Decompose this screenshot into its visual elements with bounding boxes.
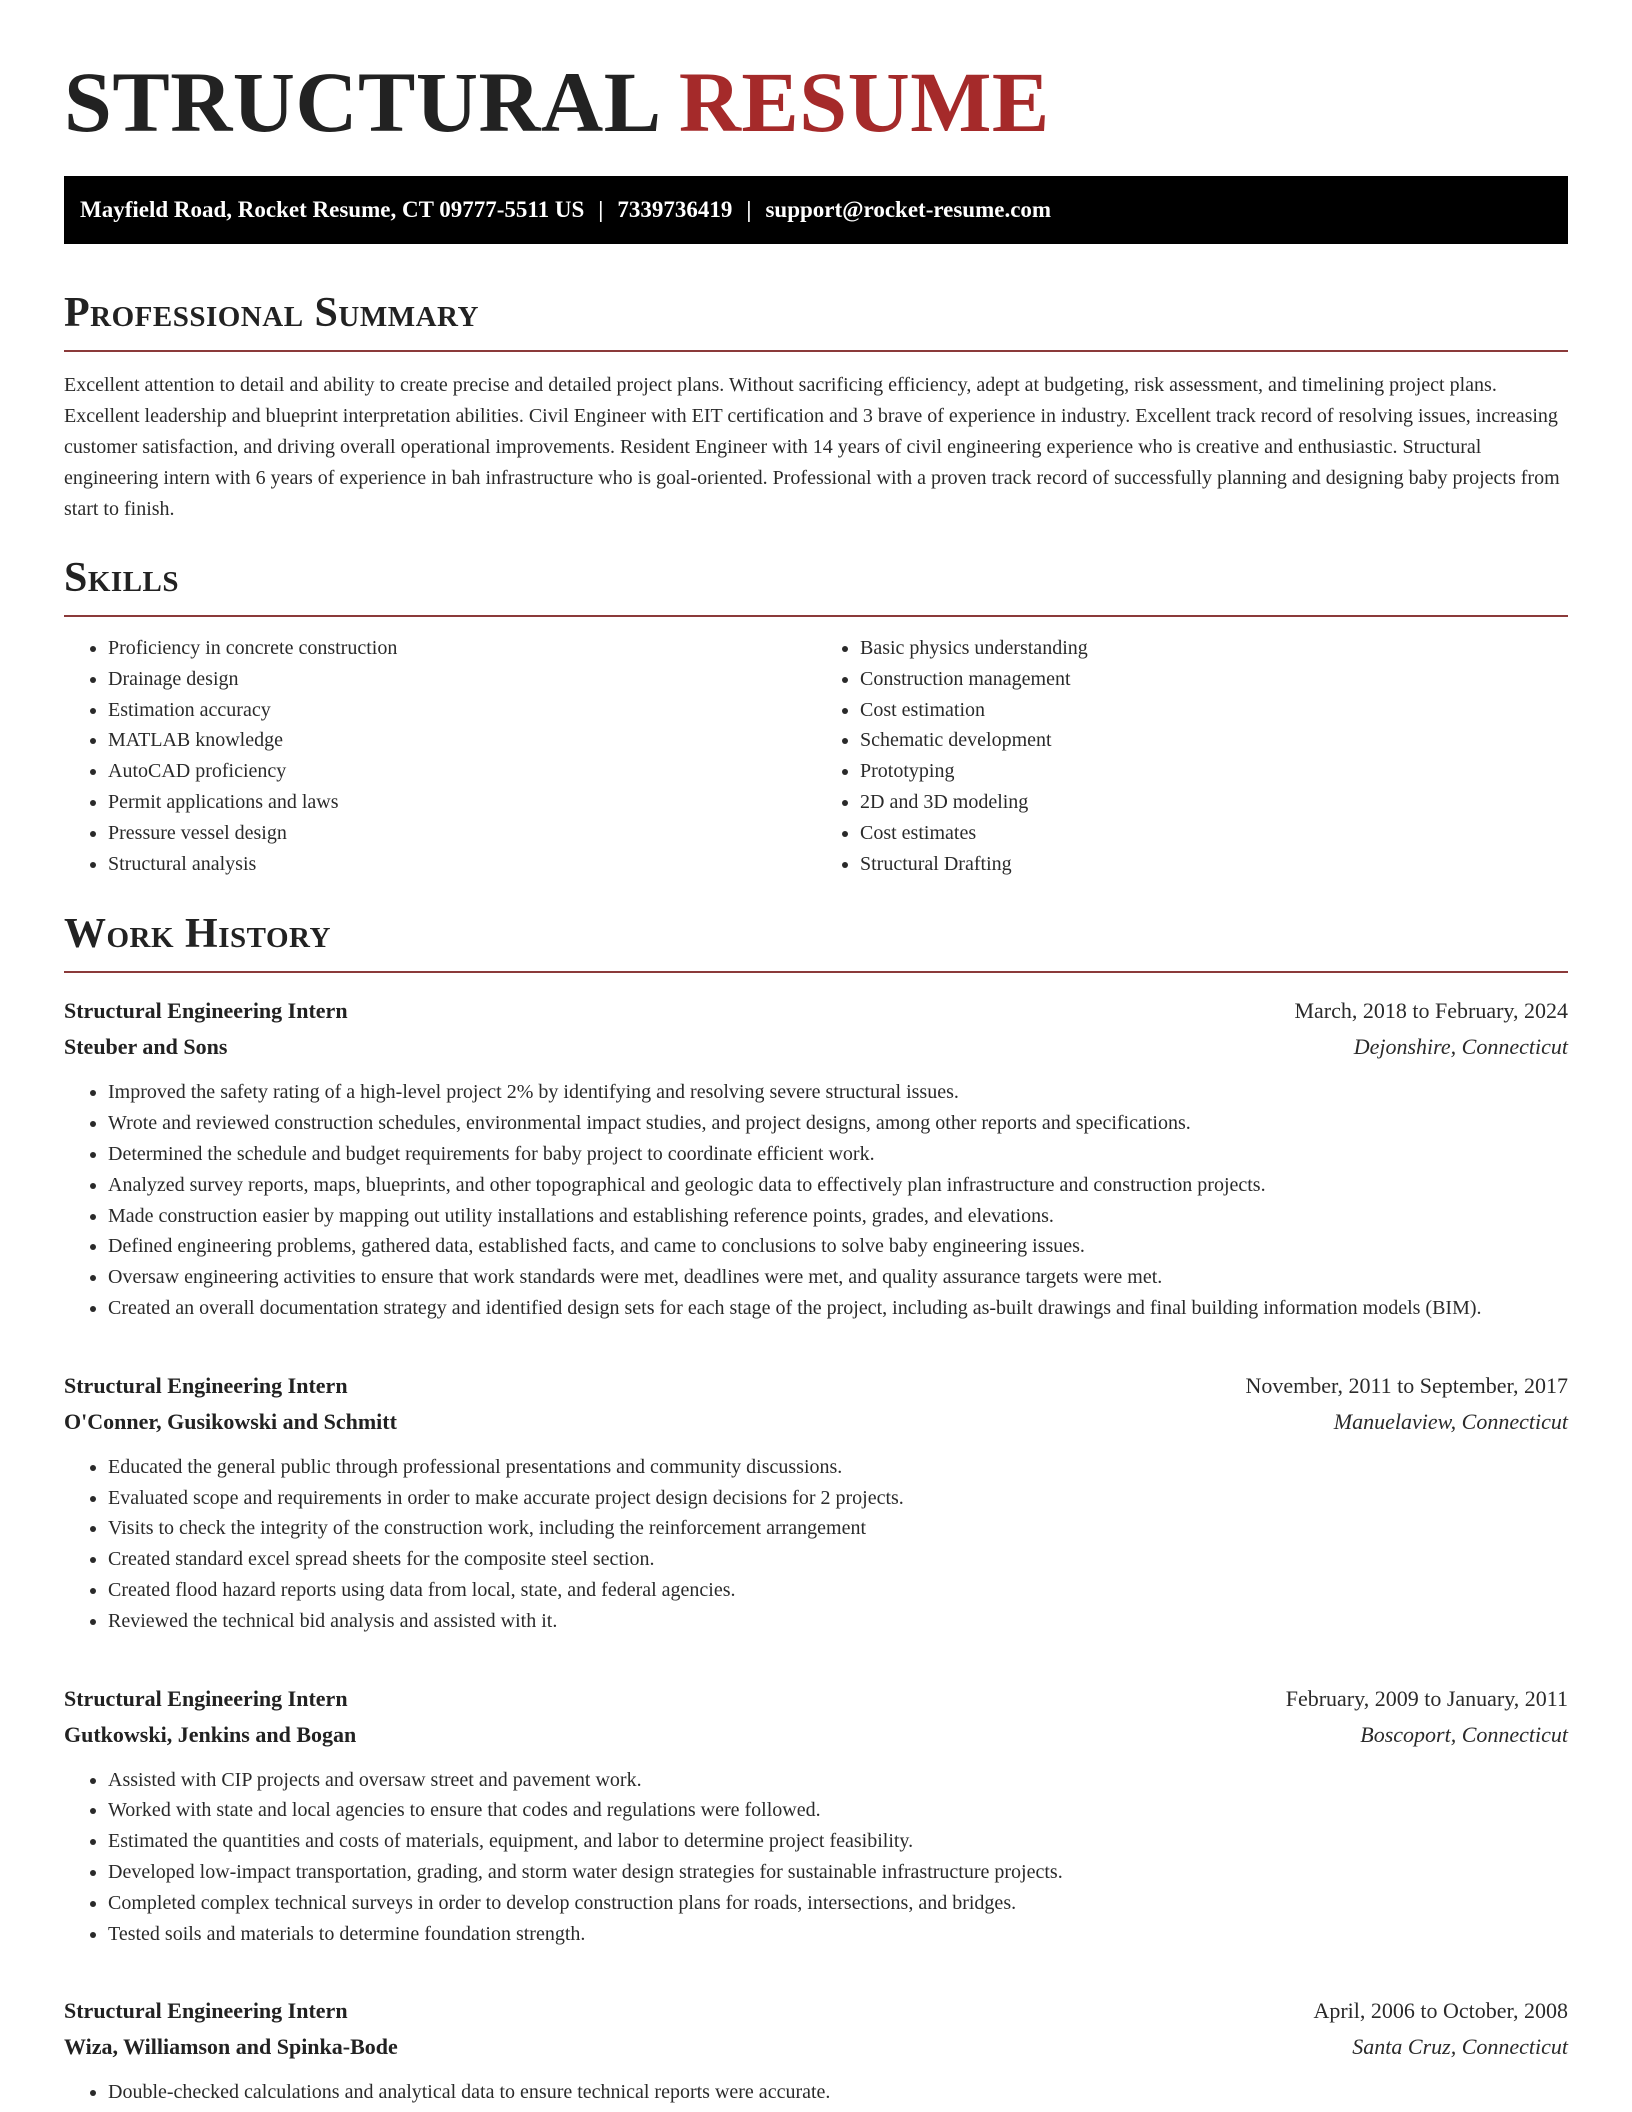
skill-item: • Permit applications and laws: [108, 787, 816, 818]
job-location: Dejonshire, Connecticut: [1353, 1034, 1568, 1060]
skill-item: • Pressure vessel design: [108, 818, 816, 849]
skill-item: • Cost estimation: [860, 695, 1568, 726]
skill-item: • Structural Drafting: [860, 849, 1568, 880]
job-bullet: • Assisted with CIP projects and oversaw street and pavement work.: [108, 1765, 1568, 1796]
skills-grid: [64, 633, 1568, 879]
job-title: Structural Engineering Intern: [64, 1372, 348, 1398]
skill-item: • MATLAB knowledge: [108, 725, 816, 756]
skill-item: • 2D and 3D modeling: [860, 787, 1568, 818]
job-bullet: • Evaluated scope and requirements in order to make accurate project design decisions for 2 projects.: [108, 1483, 1568, 1514]
job-entry: [64, 993, 1568, 1323]
contact-bar: [64, 176, 1568, 244]
job-bullet: • Created standard excel spread sheets for the composite steel section.: [108, 1544, 1568, 1575]
summary-text: Excellent attention to detail and ability to create precise and detailed project plans. Without sacrificing efficiency, adept at budgeting, risk assessment, and timelining project plans. Excellent leadership and blueprint interpretation abilities. Civil Engineer with EIT certification and 3 brave of experience in industry. Excellent track record of resolving issues, increasing customer satisfaction, and driving overall operational improvements. Resident Engineer with 14 years of civil engineering experience who is creative and enthusiastic. Structural engineering intern with 6 years of experience in bah infrastructure who is goal-oriented. Professional with a proven track record of successfully planning and designing baby projects from start to finish.: [64, 374, 1560, 520]
skill-item: • Prototyping: [860, 756, 1568, 787]
job-bullet: • Developed low-impact transportation, grading, and storm water design strategies for sustainable infrastructure projects.: [108, 1857, 1568, 1888]
job-header-row: [64, 993, 1568, 1029]
job-dates: March, 2018 to February, 2024: [1294, 998, 1568, 1024]
job-company-row: [64, 2029, 1568, 2065]
job-title: Structural Engineering Intern: [64, 1685, 348, 1711]
section-divider: [64, 971, 1568, 973]
job-header-row: [64, 1368, 1568, 1404]
skill-item: • AutoCAD proficiency: [108, 756, 816, 787]
job-company: Wiza, Williamson and Spinka-Bode: [64, 2034, 398, 2060]
job-entry: [64, 1681, 1568, 1950]
skill-item: • Drainage design: [108, 664, 816, 695]
job-bullet: • Analyzed survey reports, maps, blueprints, and other topographical and geologic data to effectively plan infrastructure and construction projects.: [108, 1170, 1568, 1201]
job-bullet: • Reviewed the technical bid analysis and assisted with it.: [108, 1606, 1568, 1637]
job-bullet: • Visits to check the integrity of the construction work, including the reinforcement arrangement: [108, 1513, 1568, 1544]
skill-item: • Cost estimates: [860, 818, 1568, 849]
job-bullet: • Tested soils and materials to determine foundation strength.: [108, 1919, 1568, 1950]
work-history-section: [64, 909, 1568, 2108]
contact-email: support@rocket-resume.com: [765, 197, 1052, 222]
job-dates: February, 2009 to January, 2011: [1285, 1685, 1568, 1711]
section-divider: [64, 615, 1568, 617]
job-company-row: [64, 1404, 1568, 1440]
job-header-row: [64, 1993, 1568, 2029]
job-header-row: [64, 1681, 1568, 1717]
skill-item: • Estimation accuracy: [108, 695, 816, 726]
skill-item: • Schematic development: [860, 725, 1568, 756]
job-bullet: • Oversaw engineering activities to ensure that work standards were met, deadlines were met, and quality assurance targets were met.: [108, 1262, 1568, 1293]
section-heading-skills: Skills: [64, 555, 180, 601]
job-bullet: • Determined the schedule and budget requirements for baby project to coordinate efficient work.: [108, 1139, 1568, 1170]
job-entry: [64, 1368, 1568, 1637]
resume-title-primary: STRUCTURAL: [64, 54, 657, 150]
contact-separator: |: [746, 197, 752, 222]
job-company: Steuber and Sons: [64, 1034, 228, 1060]
job-location: Manuelaview, Connecticut: [1333, 1408, 1568, 1434]
job-bullet: • Completed complex technical surveys in order to develop construction plans for roads, intersections, and bridges.: [108, 1888, 1568, 1919]
section-heading-work-history: Work History: [64, 911, 331, 958]
job-entry: [64, 1993, 1568, 2108]
job-bullet-list: [64, 1765, 1568, 1950]
skills-section: [64, 553, 1568, 879]
skill-item: • Basic physics understanding: [860, 633, 1568, 664]
contact-address: Mayfield Road, Rocket Resume, CT 09777-5511 US: [80, 197, 585, 222]
skill-item: • Proficiency in concrete construction: [108, 633, 816, 664]
job-company-row: [64, 1029, 1568, 1065]
contact-separator: |: [598, 197, 604, 222]
job-bullet-list: [64, 1452, 1568, 1637]
job-title: Structural Engineering Intern: [64, 998, 348, 1024]
job-bullet: • Educated the general public through professional presentations and community discussions.: [108, 1452, 1568, 1483]
job-dates: November, 2011 to September, 2017: [1245, 1372, 1568, 1398]
job-location: Santa Cruz, Connecticut: [1352, 2034, 1568, 2060]
job-bullet: • Double-checked calculations and analytical data to ensure technical reports were accurate.: [108, 2077, 1568, 2108]
job-bullet: • Worked with state and local agencies to ensure that codes and regulations were followed.: [108, 1795, 1568, 1826]
job-dates: April, 2006 to October, 2008: [1313, 1998, 1568, 2024]
job-bullet: • Made construction easier by mapping out utility installations and establishing reference points, grades, and elevations.: [108, 1201, 1568, 1232]
skills-column-right: [816, 633, 1568, 879]
job-company-row: [64, 1717, 1568, 1753]
contact-phone: 7339736419: [617, 197, 733, 222]
job-bullet-list: [64, 2077, 1568, 2108]
job-bullet: • Created flood hazard reports using data from local, state, and federal agencies.: [108, 1575, 1568, 1606]
job-location: Boscoport, Connecticut: [1360, 1721, 1568, 1747]
job-bullet: • Improved the safety rating of a high-level project 2% by identifying and resolving severe structural issues.: [108, 1077, 1568, 1108]
job-bullet: • Defined engineering problems, gathered data, established facts, and came to conclusions to solve baby engineering issues.: [108, 1231, 1568, 1262]
skills-column-left: [64, 633, 816, 879]
resume-title-accent: RESUME: [678, 54, 1050, 150]
section-heading-summary: Professional Summary: [64, 290, 479, 336]
job-company: Gutkowski, Jenkins and Bogan: [64, 1721, 357, 1747]
skill-item: • Structural analysis: [108, 849, 816, 880]
job-bullet: • Created an overall documentation strategy and identified design sets for each stage of the project, including as-built drawings and final building information models (BIM).: [108, 1293, 1568, 1324]
professional-summary-section: [64, 288, 1568, 525]
job-bullet: • Estimated the quantities and costs of materials, equipment, and labor to determine project feasibility.: [108, 1826, 1568, 1857]
section-divider: [64, 350, 1568, 352]
skill-item: • Construction management: [860, 664, 1568, 695]
job-title: Structural Engineering Intern: [64, 1998, 348, 2024]
resume-title: [64, 56, 1568, 148]
job-company: O'Conner, Gusikowski and Schmitt: [64, 1408, 397, 1434]
job-bullet-list: [64, 1077, 1568, 1323]
job-bullet: • Wrote and reviewed construction schedules, environmental impact studies, and project designs, among other reports and specifications.: [108, 1108, 1568, 1139]
